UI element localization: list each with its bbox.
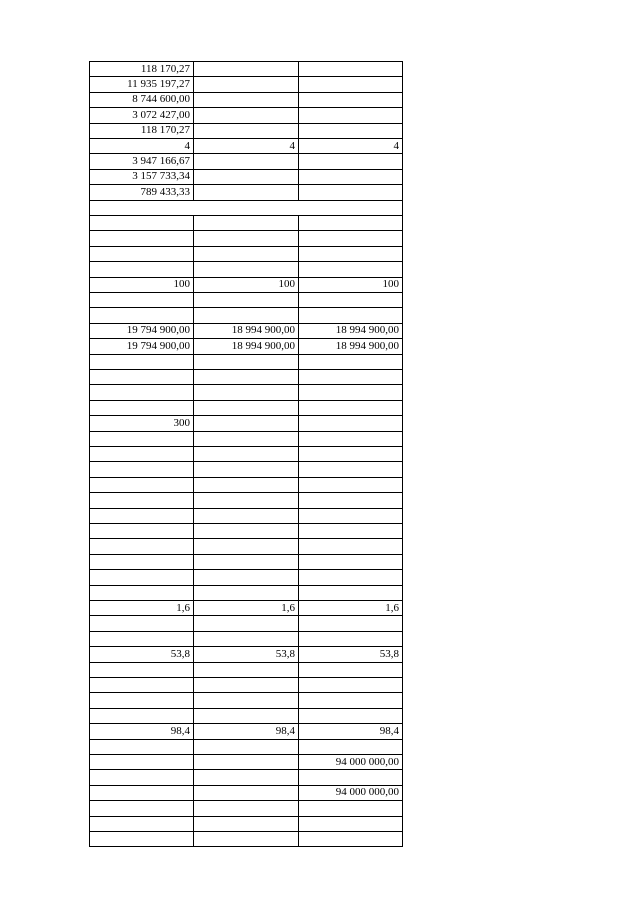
table-cell <box>298 802 402 817</box>
table-cell: 53,8 <box>379 647 399 660</box>
table-cell <box>193 571 298 586</box>
table-cell <box>89 463 193 478</box>
grid-line <box>89 492 403 493</box>
grid-line <box>89 261 403 262</box>
table-cell <box>193 617 298 632</box>
grid-line <box>89 508 403 509</box>
grid-line <box>89 400 403 401</box>
grid-line <box>89 76 403 77</box>
table-cell <box>193 386 298 401</box>
grid-line <box>89 523 403 524</box>
table-cell: 300 <box>173 416 190 429</box>
table-cell <box>89 386 193 401</box>
grid-line <box>89 384 403 385</box>
table-cell: 100 <box>278 278 295 291</box>
table-cell <box>298 309 402 324</box>
table-cell: 1,6 <box>281 601 295 614</box>
table-cell: 98,4 <box>170 724 190 737</box>
grid-line <box>89 677 403 678</box>
table-cell <box>298 186 402 201</box>
table-cell <box>193 186 298 201</box>
table-cell <box>298 617 402 632</box>
grid-line <box>89 816 403 817</box>
table-cell: 18 994 900,00 <box>231 324 295 337</box>
grid-line <box>298 61 299 201</box>
table-cell <box>193 494 298 509</box>
table-cell: 100 <box>173 278 190 291</box>
grid-line <box>89 277 403 278</box>
table-cell <box>298 155 402 170</box>
grid-line <box>89 585 403 586</box>
table-cell <box>89 617 193 632</box>
grid-line <box>89 662 403 663</box>
table-cell: 1,6 <box>176 601 190 614</box>
grid-line <box>89 600 403 601</box>
table-cell: 94 000 000,00 <box>335 755 399 768</box>
grid-line <box>89 61 90 847</box>
table-cell: 4 <box>289 139 295 152</box>
grid-line <box>89 307 403 308</box>
table-cell: 789 433,33 <box>140 185 190 198</box>
grid-line <box>193 61 194 201</box>
grid-line <box>89 846 403 847</box>
grid-line <box>89 138 403 139</box>
table-cell: 8 744 600,00 <box>132 93 190 106</box>
table-cell <box>193 540 298 555</box>
table-cell: 53,8 <box>170 647 190 660</box>
grid-line <box>89 785 403 786</box>
table-cell: 118 170,27 <box>140 62 190 75</box>
table-cell <box>298 571 402 586</box>
grid-line <box>298 215 299 847</box>
table-cell <box>193 463 298 478</box>
table-cell: 1,6 <box>385 601 399 614</box>
grid-line <box>89 184 403 185</box>
table-cell: 100 <box>382 278 399 291</box>
grid-line <box>89 831 403 832</box>
table-cell <box>89 232 193 247</box>
table-cell <box>89 771 193 786</box>
grid-line <box>89 415 403 416</box>
grid-line <box>89 615 403 616</box>
table-cell: 118 170,27 <box>140 124 190 137</box>
table-cell <box>298 386 402 401</box>
grid-line <box>89 153 403 154</box>
table-cell <box>193 309 298 324</box>
table-cell <box>298 540 402 555</box>
grid-line <box>89 323 403 324</box>
table-cell: 18 994 900,00 <box>335 339 399 352</box>
table-cell <box>193 802 298 817</box>
table-cell: 98,4 <box>275 724 295 737</box>
table-cell: 18 994 900,00 <box>335 324 399 337</box>
grid-line <box>89 708 403 709</box>
table-cell: 3 157 733,34 <box>132 170 190 183</box>
table-cell <box>193 771 298 786</box>
table-cell: 11 935 197,27 <box>127 77 190 90</box>
grid-line <box>89 723 403 724</box>
table-cell: 19 794 900,00 <box>126 339 190 352</box>
table-cell <box>193 232 298 247</box>
grid-line <box>89 800 403 801</box>
table-cell <box>298 417 402 432</box>
table-cell <box>298 263 402 278</box>
table-cell: 19 794 900,00 <box>126 324 190 337</box>
table-cell <box>193 417 298 432</box>
grid-line <box>89 477 403 478</box>
table-cell <box>89 540 193 555</box>
grid-line <box>89 200 403 201</box>
grid-line <box>89 354 403 355</box>
table-cell: 18 994 900,00 <box>231 339 295 352</box>
grid-line <box>89 215 403 216</box>
grid-line <box>89 554 403 555</box>
grid-line <box>89 461 403 462</box>
table-cell <box>89 694 193 709</box>
table-cell <box>298 78 402 93</box>
table-cell: 3 947 166,67 <box>132 154 190 167</box>
grid-line <box>89 646 403 647</box>
grid-line <box>193 215 194 847</box>
grid-line <box>89 246 403 247</box>
table-cell <box>298 109 402 124</box>
table-cell <box>193 155 298 170</box>
table-cell <box>298 463 402 478</box>
grid-line <box>89 92 403 93</box>
grid-line <box>89 739 403 740</box>
table-cell <box>89 494 193 509</box>
grid-line <box>89 61 403 62</box>
grid-line <box>89 230 403 231</box>
grid-line <box>89 369 403 370</box>
grid-line <box>402 61 403 847</box>
table-cell <box>193 263 298 278</box>
grid-line <box>89 431 403 432</box>
spreadsheet-table <box>89 61 403 846</box>
table-cell: 94 000 000,00 <box>335 786 399 799</box>
grid-line <box>89 769 403 770</box>
table-cell <box>298 771 402 786</box>
grid-line <box>89 338 403 339</box>
table-cell <box>193 78 298 93</box>
grid-line <box>89 569 403 570</box>
grid-line <box>89 292 403 293</box>
grid-line <box>89 123 403 124</box>
grid-line <box>89 446 403 447</box>
table-cell: 4 <box>393 139 399 152</box>
table-cell: 4 <box>184 139 190 152</box>
table-cell <box>298 694 402 709</box>
table-cell <box>298 494 402 509</box>
table-cell <box>89 309 193 324</box>
table-cell <box>193 694 298 709</box>
table-cell <box>89 263 193 278</box>
grid-line <box>89 754 403 755</box>
grid-line <box>89 538 403 539</box>
table-cell: 3 072 427,00 <box>132 108 190 121</box>
grid-line <box>89 631 403 632</box>
table-cell <box>193 109 298 124</box>
grid-line <box>89 169 403 170</box>
grid-line <box>89 692 403 693</box>
table-cell <box>89 802 193 817</box>
grid-line <box>89 107 403 108</box>
table-cell <box>89 571 193 586</box>
table-cell: 98,4 <box>379 724 399 737</box>
table-cell: 53,8 <box>275 647 295 660</box>
table-cell <box>298 232 402 247</box>
